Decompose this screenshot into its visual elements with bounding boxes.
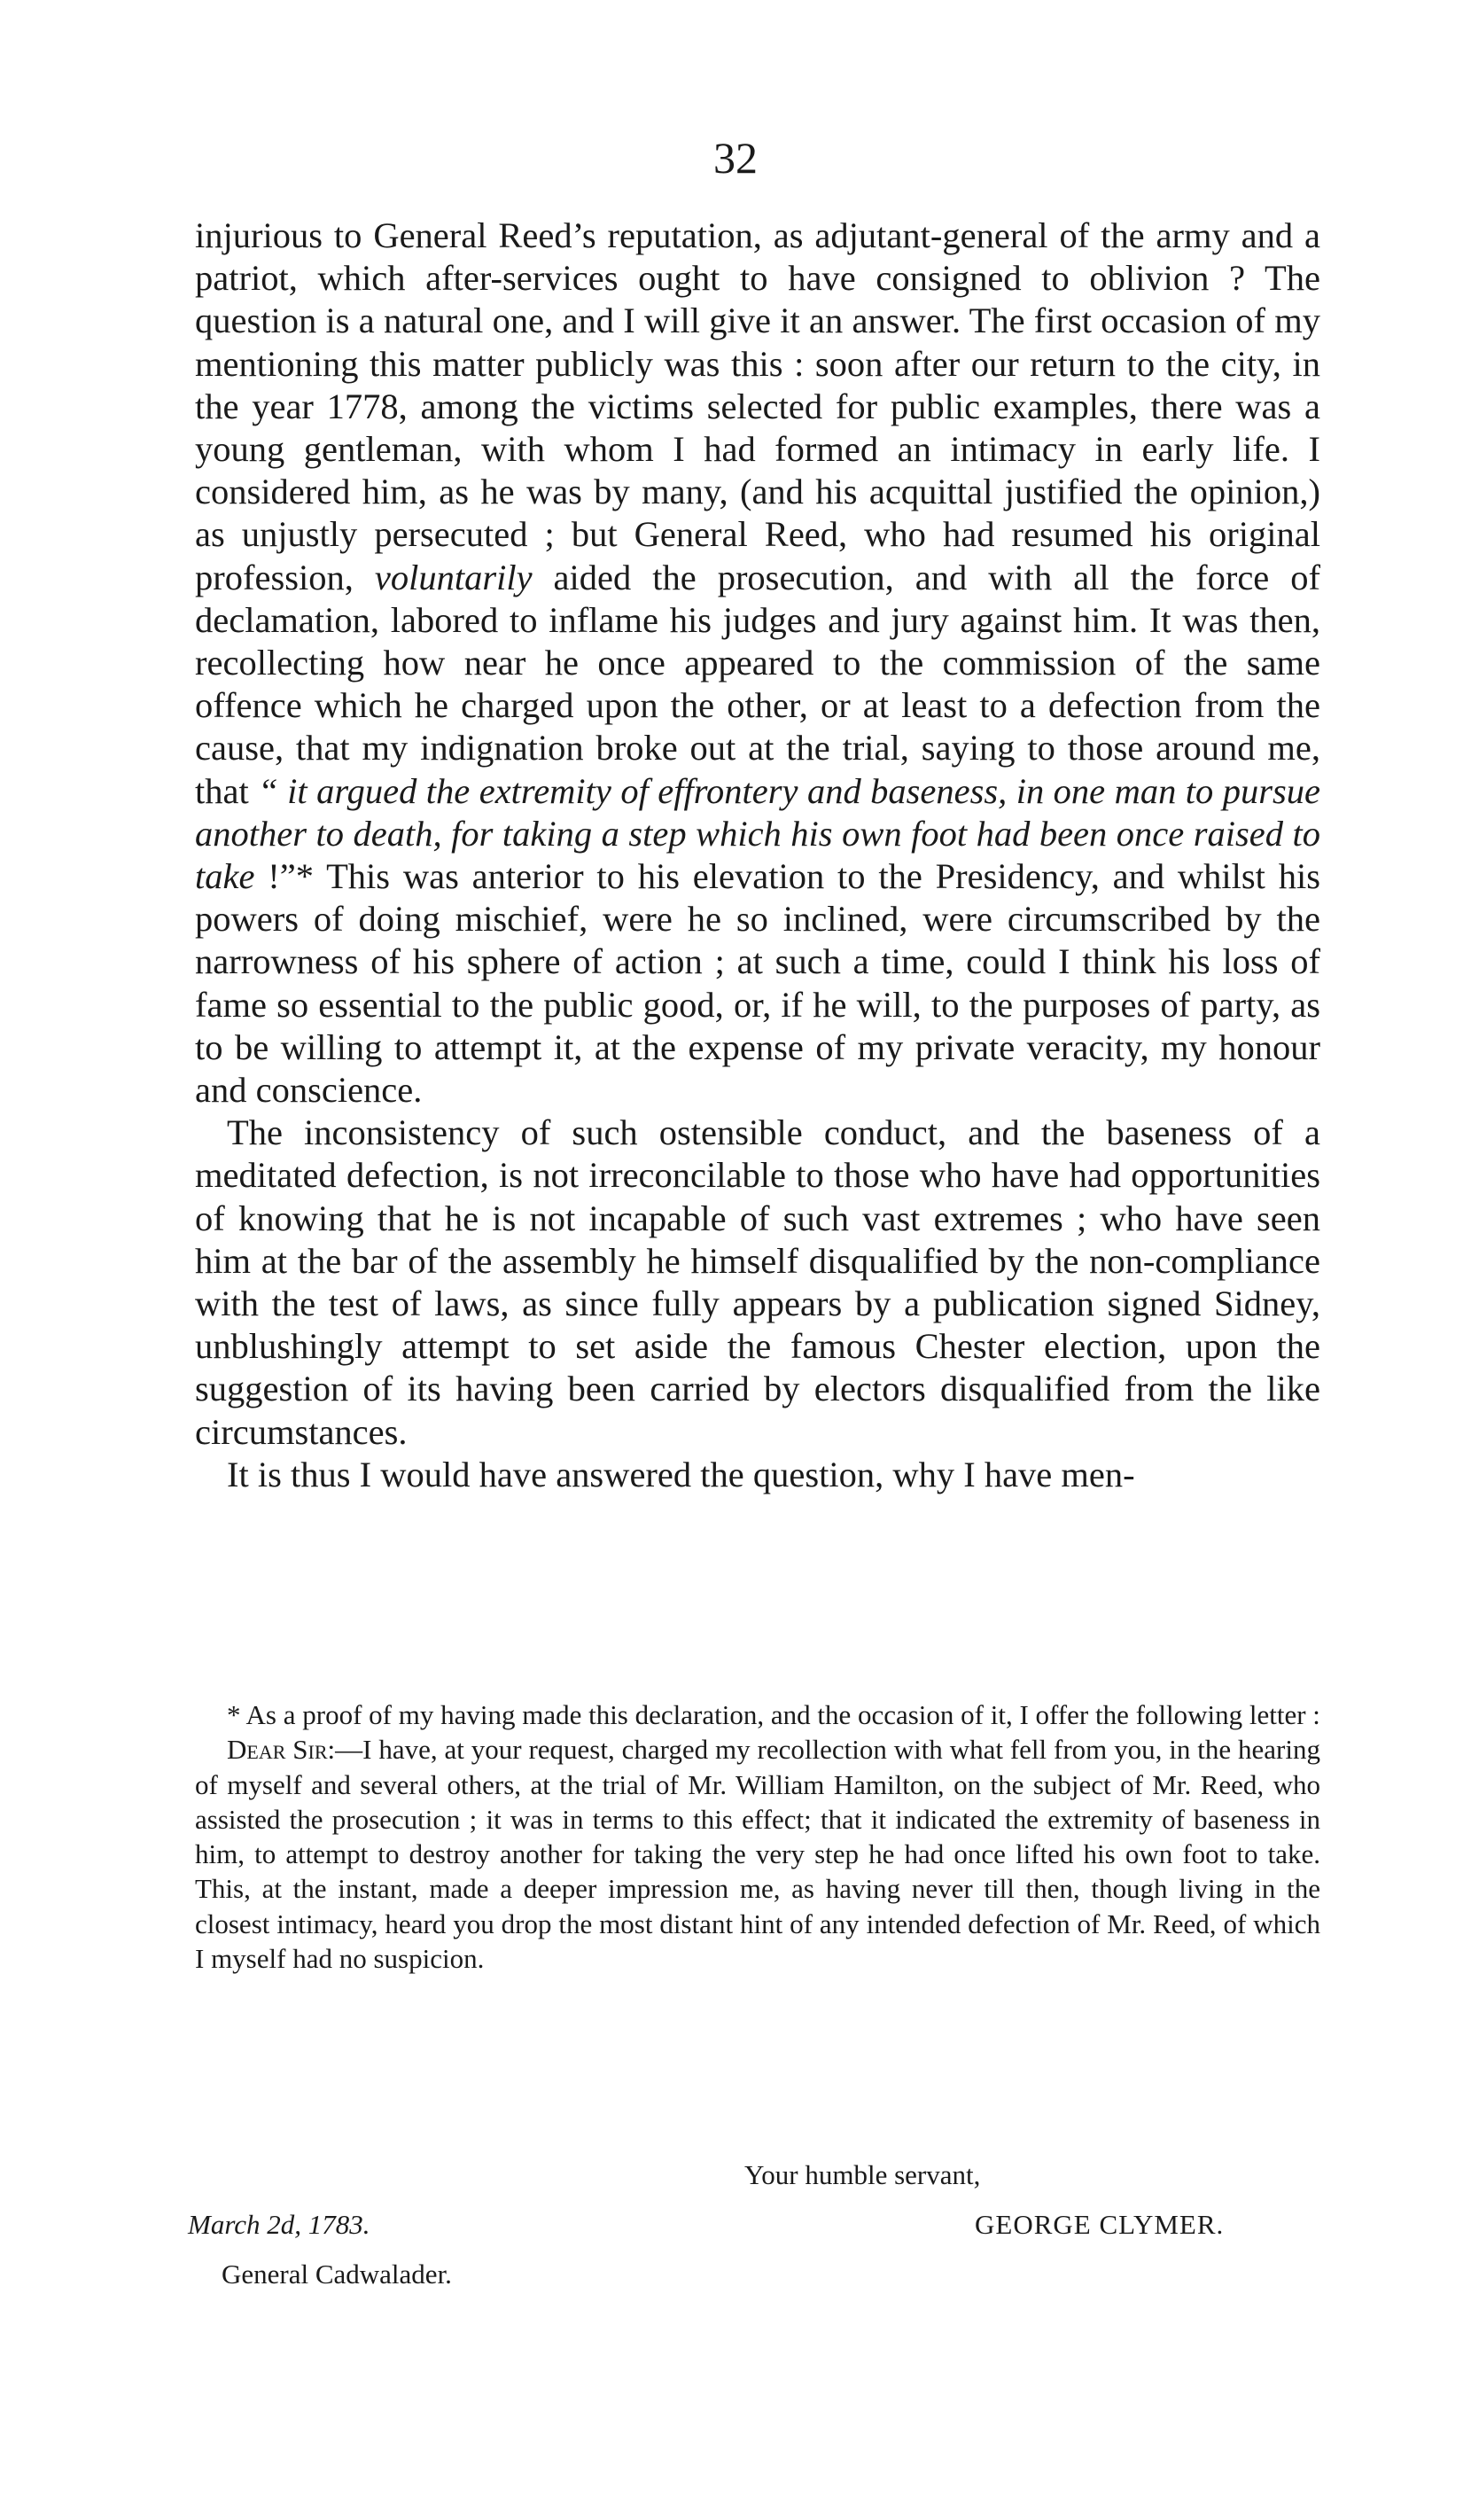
italic-voluntarily: voluntarily	[374, 557, 533, 597]
paragraph-1-part-c: !”* This was anterior to his elevation to the Presidency, and whilst his powers of doing mischief, were he so inclined, were circumscribed by the narrowness of his sphere of action ; at such a time, could I think his loss of fame so essential to the public good, or, if he will, to the purposes of party, as to be willing to attempt it, at the expense of my private veracity, my honour and conscience.	[195, 856, 1320, 1111]
paragraph-3: It is thus I would have answered the question, why I have men-	[227, 1454, 1135, 1494]
letter-closing: Your humble servant,	[744, 2159, 981, 2190]
page-number: 32	[713, 133, 758, 183]
paragraph-1-part-b: aided the prosecution, and with all the force of declamation, labored to inflame his judges and jury against him. It was then, recollecting how near he once appeared to the commission of the same offence which he charged upon the other, or at least to a defection from the cause, that my indignation broke out at the trial, saying to those around me, that	[195, 557, 1321, 811]
italic-quotation: “ it argued the extremity of effrontery and baseness, in one man to pursue another to death, for taking a step which his own foot had been once raised to take	[195, 770, 1320, 897]
footnote	[195, 1697, 1320, 1976]
paragraph-1-part-a: injurious to General Reed’s reputation, as adjutant-general of the army and a patriot, which after-services ought to have consigned to oblivion ? The question is a natural one, and I will give it an answer. The first occasion of my mentioning this matter publicly was this : soon after our return to the city, in the year 1778, among the victims selected for public examples, there was a young gentleman, with whom I had formed an intimacy in early life. I considered him, as he was by many, (and his acquittal justified the opinion,) as unjustly persecuted ; but General Reed, who had resumed his original profession,	[195, 215, 1320, 597]
letter-date: March 2d, 1783.	[188, 2209, 370, 2240]
paragraph-2: The inconsistency of such ostensible conduct, and the baseness of a meditated defection, is not irreconcilable to those who have had opportunities of knowing that he is not incapable of such vast extremes ; who have seen him at the bar of the assembly he himself disqualified by the non-compliance with the test of laws, as since fully appears by a publication signed Sidney, unblushingly attempt to set aside the famous Chester election, upon the suggestion of its having been carried by electors disqualified from the like circumstances.	[195, 1112, 1320, 1452]
paragraph-1	[195, 215, 1320, 1112]
letter-addressee: General Cadwalader.	[222, 2259, 452, 2290]
main-text	[195, 215, 1320, 1496]
letter-body: :—I have, at your request, charged my recollection with what fell from you, in the hearing of myself and several others, at the trial of Mr. William Hamilton, on the subject of Mr. Reed, who assisted the prosecution ; it was in terms to this effect; that it indicated the extremity of baseness in him, to attempt to destroy another for taking the very step he had once lifted his own foot to take. This, at the instant, made a deeper impression me, as having never till then, though living in the closest intimacy, heard you drop the most distant hint of any intended defection of Mr. Reed, of which I myself had no suspicion.	[195, 1734, 1320, 1975]
letter-salutation: Dear Sir	[227, 1734, 328, 1766]
footnote-letter	[195, 1732, 1320, 1976]
footnote-intro: * As a proof of my having made this declaration, and the occasion of it, I offer the following letter :	[227, 1699, 1320, 1730]
letter-signature: GEORGE CLYMER.	[975, 2209, 1225, 2240]
